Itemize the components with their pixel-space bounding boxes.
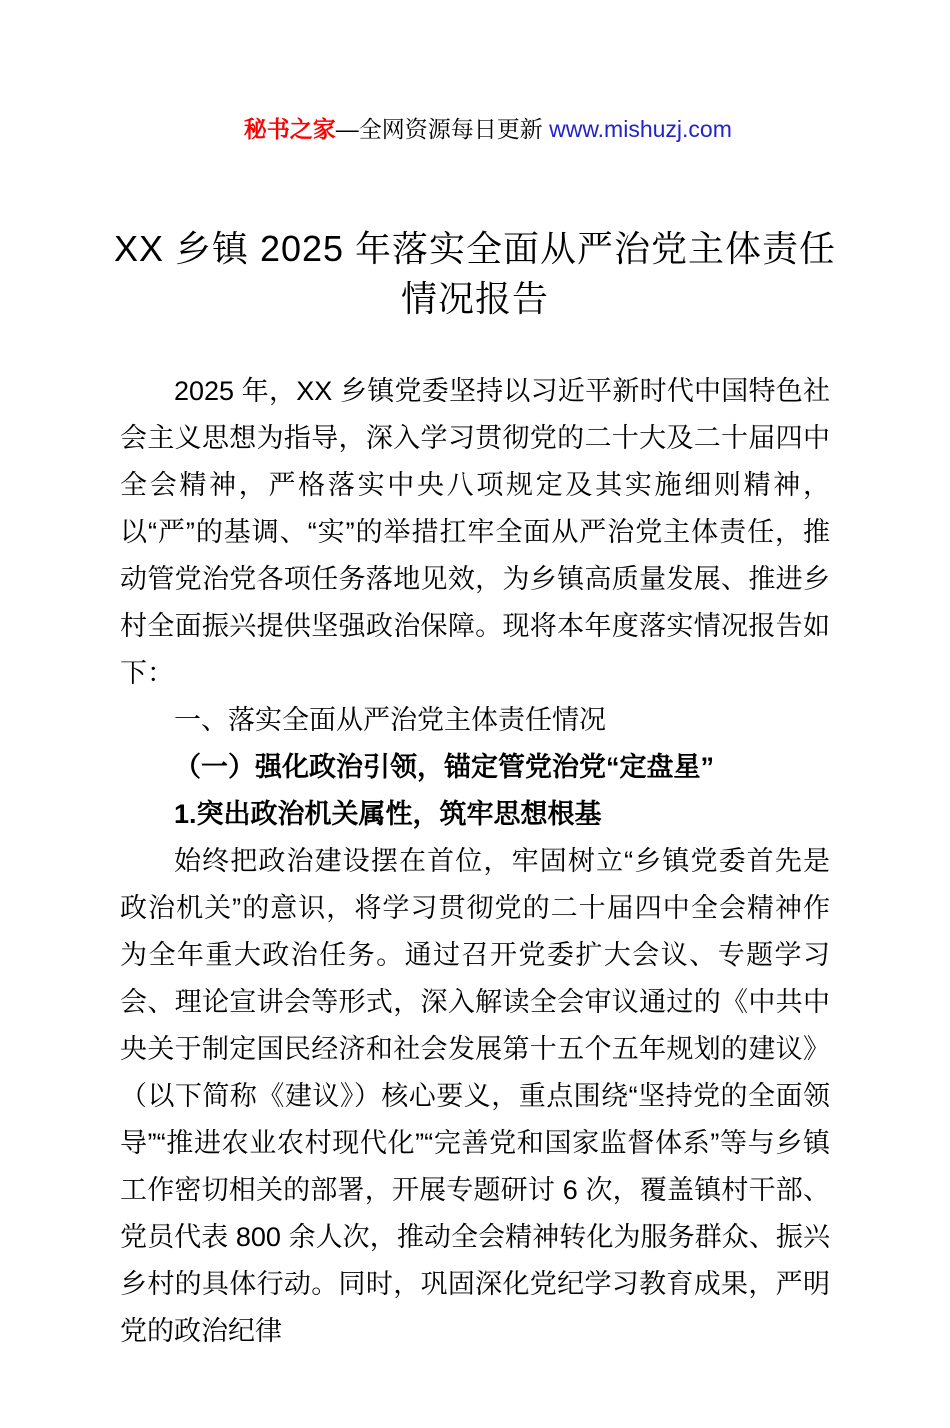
document-page (0, 84, 950, 1428)
site-header (0, 84, 950, 174)
document-title (60, 224, 890, 324)
site-tagline: —全网资源每日更新 (335, 116, 550, 142)
body-paragraph-one: 始终把政治建设摆在首位，牢固树立“乡镇党委首先是政治机关”的意识，将学习贯彻党的二十届四中全会精神作为全年重大政治任务。通过召开党委扩大会议、专题学习会、理论宣讲会等形式，深入解读全会审议通过的《中共中央关于制定国民经济和社会发展第十五个五年规划的建议》（以下简称《建议》）核心要义，重点围绕“坚持党的全面领导”“推进农业农村现代化”“完善党和国家监督体系”等与乡镇工作密切相关的部署，开展专题研讨 6 次，覆盖镇村干部、党员代表 800 余人次，推动全会精神转化为服务群众、振兴乡村的具体行动。同时，巩固深化党纪学习教育成果，严明党的政治纪律 (120, 846, 830, 1346)
section-heading-one: 一、落实全面从严治党主体责任情况 (174, 705, 606, 735)
site-brand: 秘书之家 (243, 116, 336, 142)
intro-paragraph: 2025 年，XX 乡镇党委坚持以习近平新时代中国特色社会主义思想为指导，深入学习贯彻党的二十大及二十届四中全会精神，严格落实中央八项规定及其实施细则精神，以“严”的基调、“实”的举措扛牢全面从严治党主体责任，推动管党治党各项任务落地见效，为乡镇高质量发展、推进乡村全面振兴提供坚强政治保障。现将本年度落实情况报告如下： (120, 376, 830, 688)
subsection-heading-one: （一）强化政治引领，锚定管党治党“定盘星” (174, 752, 714, 782)
document-body (120, 368, 830, 1355)
point-heading-one: 1.突出政治机关属性，筑牢思想根基 (174, 799, 602, 829)
document-title-line-1: XX 乡镇 2025 年落实全面从严治党主体责任 (113, 228, 837, 269)
document-title-line-2: 情况报告 (400, 278, 549, 319)
site-url-link[interactable]: www.mishuzj.com (549, 116, 732, 142)
